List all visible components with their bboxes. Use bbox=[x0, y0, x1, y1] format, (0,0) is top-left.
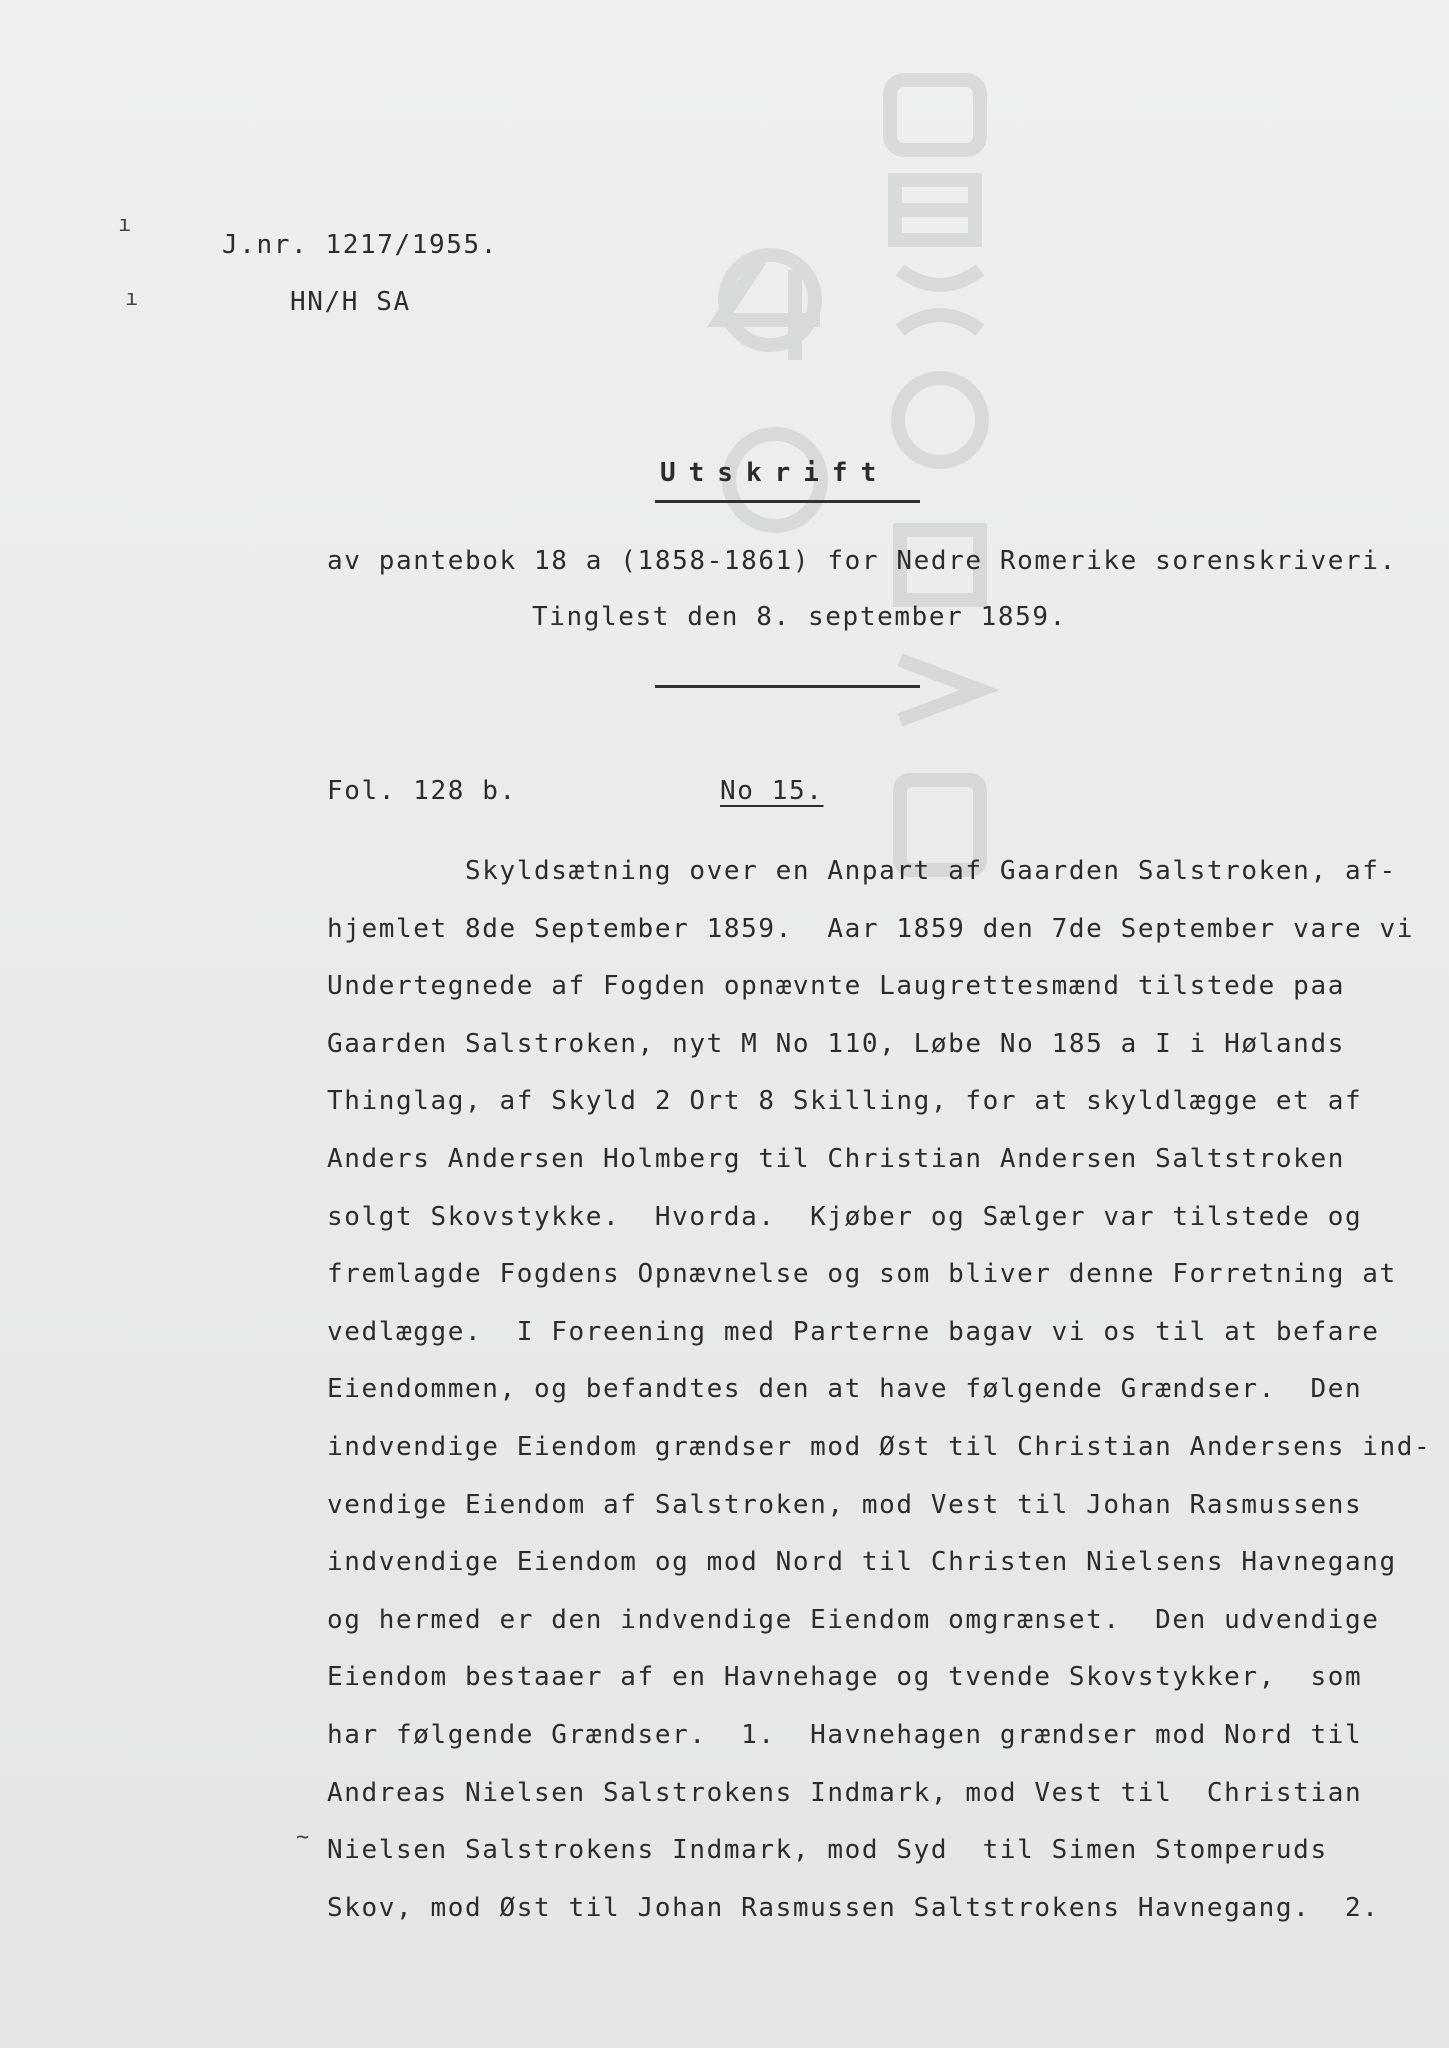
margin-mark: ~ bbox=[296, 1825, 310, 1850]
body-line: vendige Eiendom af Salstroken, mod Vest til Johan Rasmussens bbox=[327, 1489, 1363, 1520]
title-underline bbox=[655, 500, 920, 503]
initials: HN/H SA bbox=[290, 287, 411, 317]
body-line: solgt Skovstykke. Hvorda. Kjøber og Sælger var tilstede og bbox=[327, 1201, 1363, 1232]
body-line: indvendige Eiendom grændser mod Øst til Christian Andersens ind- bbox=[327, 1431, 1432, 1462]
body-line: Gaarden Salstroken, nyt M No 110, Løbe No 185 a I i Hølands bbox=[327, 1028, 1345, 1059]
document-title: Utskrift bbox=[660, 458, 890, 488]
body-line: Nielsen Salstrokens Indmark, mod Syd til Simen Stomperuds bbox=[327, 1835, 1328, 1866]
folio-reference: Fol. 128 b. bbox=[327, 776, 517, 806]
body-line: Eiendommen, og befandtes den at have følgende Grændser. Den bbox=[327, 1374, 1363, 1405]
section-divider bbox=[655, 685, 920, 688]
body-line: Eiendom bestaaer af en Havnehage og tvende Skovstykker, som bbox=[327, 1662, 1363, 1693]
archive-stamp-watermark bbox=[700, 60, 1060, 960]
body-line: Thinglag, af Skyld 2 Ort 8 Skilling, for at skyldlægge et af bbox=[327, 1086, 1363, 1117]
margin-mark: ı bbox=[118, 212, 132, 237]
body-line: Anders Andersen Holmberg til Christian Andersen Saltstroken bbox=[327, 1143, 1345, 1174]
body-line: indvendige Eiendom og mod Nord til Christen Nielsens Havnegang bbox=[327, 1547, 1397, 1578]
body-line: Andreas Nielsen Salstrokens Indmark, mod Vest til Christian bbox=[327, 1777, 1363, 1808]
journal-reference: J.nr. 1217/1955. bbox=[222, 230, 499, 260]
subtitle-line-1: av pantebok 18 a (1858-1861) for Nedre Romerike sorenskriveri. bbox=[327, 546, 1397, 576]
body-line: fremlagde Fogdens Opnævnelse og som bliver denne Forretning at bbox=[327, 1259, 1397, 1290]
entry-number: No 15. bbox=[720, 776, 824, 806]
body-line: har følgende Grændser. 1. Havnehagen grændser mod Nord til bbox=[327, 1719, 1363, 1750]
body-line: Skov, mod Øst til Johan Rasmussen Saltstrokens Havnegang. 2. bbox=[327, 1892, 1380, 1923]
body-line: Skyldsætning over en Anpart af Gaarden Salstroken, af- bbox=[327, 856, 1397, 886]
body-line: og hermed er den indvendige Eiendom omgrænset. Den udvendige bbox=[327, 1604, 1380, 1635]
body-line: Undertegnede af Fogden opnævnte Laugrettesmænd tilstede paa bbox=[327, 971, 1345, 1002]
body-line: vedlægge. I Foreening med Parterne bagav vi os til at befare bbox=[327, 1316, 1380, 1347]
margin-mark: ı bbox=[125, 286, 139, 311]
body-line: hjemlet 8de September 1859. Aar 1859 den 7de September vare vi bbox=[327, 913, 1414, 944]
transcription-body bbox=[327, 843, 1432, 1937]
subtitle-line-2: Tinglest den 8. september 1859. bbox=[532, 602, 1067, 632]
